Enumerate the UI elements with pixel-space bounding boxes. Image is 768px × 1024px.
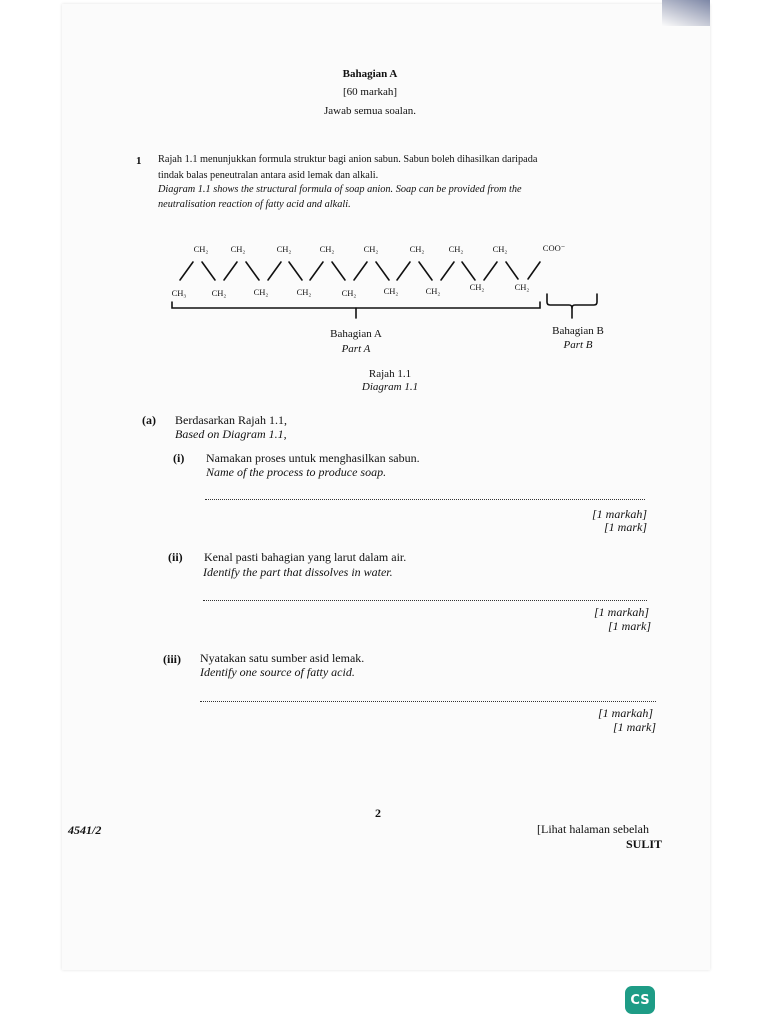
top-group: CH₂ <box>409 244 425 254</box>
part-a-label-en: Part A <box>341 343 371 355</box>
subquestion-text-en: Name of the process to produce soap. <box>206 465 387 479</box>
diagram-caption-en: Diagram 1.1 <box>361 381 419 393</box>
marks-en: [1 mark] <box>608 619 652 633</box>
bottom-group: CH₂ <box>296 287 312 297</box>
subquestion-label: (iii) <box>163 652 181 666</box>
subquestion-text-ms: Namakan proses untuk menghasilkan sabun. <box>206 451 420 465</box>
bottom-group: CH₂ <box>469 282 485 292</box>
camscanner-logo: CS <box>625 986 655 1014</box>
marks-en: [1 mark] <box>604 520 648 534</box>
bottom-group: CH₂ <box>383 286 399 296</box>
bottom-group: CH₂ <box>253 287 269 297</box>
question-intro-en-1: Diagram 1.1 shows the structural formula of soap anion. Soap can be provided from the <box>158 184 522 195</box>
subquestion-label: (i) <box>173 451 185 465</box>
part-b-label-ms: Bahagian B <box>552 325 604 337</box>
top-group: CH₂ <box>193 244 209 254</box>
diagram-caption-ms: Rajah 1.1 <box>368 368 412 380</box>
top-group: CH₂ <box>363 244 379 254</box>
top-group: CH₂ <box>492 244 508 254</box>
question-number: 1 <box>136 155 142 167</box>
top-group: CH₂ <box>230 244 246 254</box>
bottom-group: CH₃ <box>171 288 187 298</box>
bottom-group: CH₂ <box>341 288 357 298</box>
subquestion-text-ms: Nyatakan satu sumber asid lemak. <box>200 651 365 665</box>
part-a-stem-en: Based on Diagram 1.1, <box>175 427 287 441</box>
bottom-group: CH₂ <box>211 288 227 298</box>
answer-line[interactable] <box>205 499 645 500</box>
marks-en: [1 mark] <box>613 720 657 734</box>
part-a-number: (a) <box>142 413 156 427</box>
bottom-group: CH₂ <box>425 286 441 296</box>
question-intro-en-2: neutralisation reaction of fatty acid and alkali. <box>158 199 351 210</box>
top-group: CH₂ <box>319 244 335 254</box>
part-a-stem-ms: Berdasarkan Rajah 1.1, <box>175 413 287 427</box>
question-intro-ms-1: Rajah 1.1 menunjukkan formula struktur bagi anion sabun. Sabun boleh dihasilkan daripada <box>158 154 538 165</box>
marks-ms: [1 markah] <box>592 507 648 521</box>
answer-line[interactable] <box>203 600 647 601</box>
classification-label: SULIT <box>626 837 663 851</box>
top-group: CH₂ <box>276 244 292 254</box>
marks-ms: [1 markah] <box>598 706 654 720</box>
top-group-carboxylate: COO⁻ <box>542 243 566 253</box>
subquestion-text-en: Identify the part that dissolves in water. <box>203 565 393 579</box>
question-intro-ms-2: tindak balas peneutralan antara asid lemak dan alkali. <box>158 170 379 181</box>
paper-code: 4541/2 <box>68 823 102 837</box>
section-instruction: Jawab semua soalan. <box>324 105 416 117</box>
section-title: Bahagian A <box>342 68 398 80</box>
page-number: 2 <box>375 806 381 820</box>
bottom-group: CH₂ <box>514 282 530 292</box>
see-next-page: [Lihat halaman sebelah <box>537 822 649 836</box>
answer-line[interactable] <box>200 701 656 702</box>
part-b-label-en: Part B <box>563 339 593 351</box>
subquestion-text-ms: Kenal pasti bahagian yang larut dalam air. <box>204 550 407 564</box>
subquestion-text-en: Identify one source of fatty acid. <box>200 665 355 679</box>
top-group: CH₂ <box>448 244 464 254</box>
subquestion-label: (ii) <box>168 550 183 564</box>
part-a-label-ms: Bahagian A <box>330 328 382 340</box>
section-marks: [60 markah] <box>342 86 398 98</box>
marks-ms: [1 markah] <box>594 605 650 619</box>
